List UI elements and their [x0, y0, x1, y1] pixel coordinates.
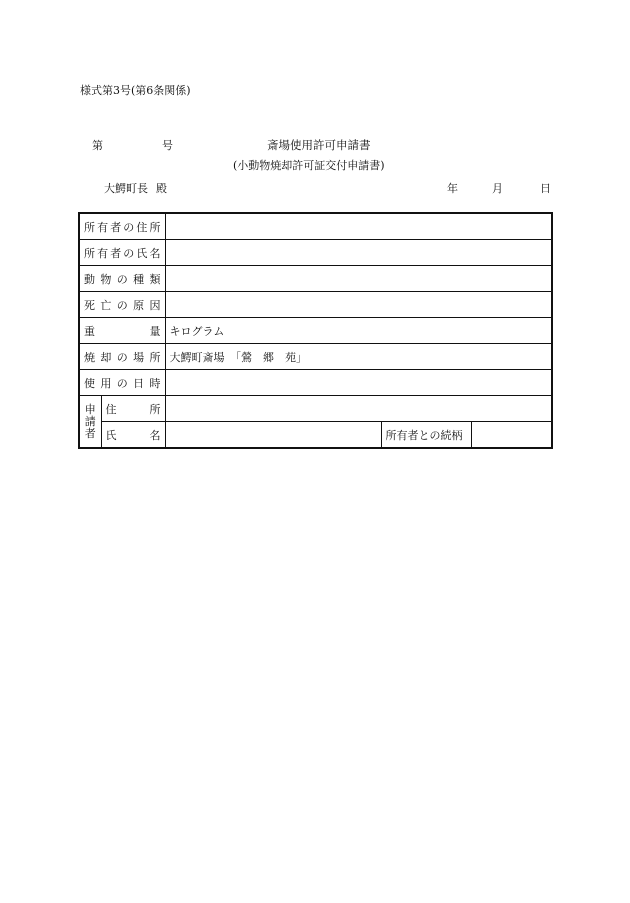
document-subtitle: (小動物焼却許可証交付申請書) — [233, 159, 385, 172]
incineration-place-label: 焼却の場所 — [79, 344, 165, 370]
table-row — [79, 213, 552, 240]
table-row — [79, 240, 552, 266]
table-row — [79, 396, 552, 422]
date-day-label: 日 — [540, 182, 551, 195]
applicant-name-field[interactable] — [165, 422, 381, 449]
date-year-label: 年 — [447, 182, 458, 195]
weight-label: 重量 — [79, 318, 165, 344]
owner-name-field[interactable] — [165, 240, 552, 266]
relation-label: 所有者との続柄 — [381, 422, 471, 449]
addressee — [104, 180, 167, 196]
applicant-char-3: 者 — [84, 426, 96, 440]
date-month-label: 月 — [492, 182, 503, 195]
animal-type-field[interactable] — [165, 266, 552, 292]
table-row — [79, 422, 552, 449]
applicant-label — [79, 396, 101, 449]
incineration-place-value: 大鰐町斎場 「鶯 郷 苑」 — [165, 344, 552, 370]
animal-type-label: 動物の種類 — [79, 266, 165, 292]
usage-datetime-field[interactable] — [165, 370, 552, 396]
table-row — [79, 344, 552, 370]
document-title: 斎場使用許可申請書 — [267, 138, 371, 152]
table-row — [79, 318, 552, 344]
cause-of-death-label: 死亡の原因 — [79, 292, 165, 318]
applicant-char-1: 申 — [84, 402, 96, 416]
cause-of-death-field[interactable] — [165, 292, 552, 318]
usage-datetime-label: 使用の日時 — [79, 370, 165, 396]
addressee-honorific: 殿 — [156, 182, 167, 195]
document-number-prefix: 第 — [92, 139, 103, 152]
weight-field[interactable] — [165, 318, 552, 344]
application-form-table — [78, 212, 553, 449]
applicant-char-2: 請 — [84, 414, 96, 428]
table-row — [79, 266, 552, 292]
weight-unit: キログラム — [169, 324, 225, 338]
applicant-address-label: 住所 — [101, 396, 165, 422]
owner-address-field[interactable] — [165, 213, 552, 240]
form-number-label: 様式第3号(第6条関係) — [80, 84, 191, 97]
applicant-address-field[interactable] — [165, 396, 552, 422]
table-row — [79, 292, 552, 318]
table-row — [79, 370, 552, 396]
addressee-name: 大鰐町長 — [104, 182, 148, 195]
relation-field[interactable] — [471, 422, 552, 449]
owner-address-label: 所有者の住所 — [79, 213, 165, 240]
document-number-suffix: 号 — [162, 139, 173, 152]
owner-name-label: 所有者の氏名 — [79, 240, 165, 266]
applicant-name-label: 氏名 — [101, 422, 165, 449]
